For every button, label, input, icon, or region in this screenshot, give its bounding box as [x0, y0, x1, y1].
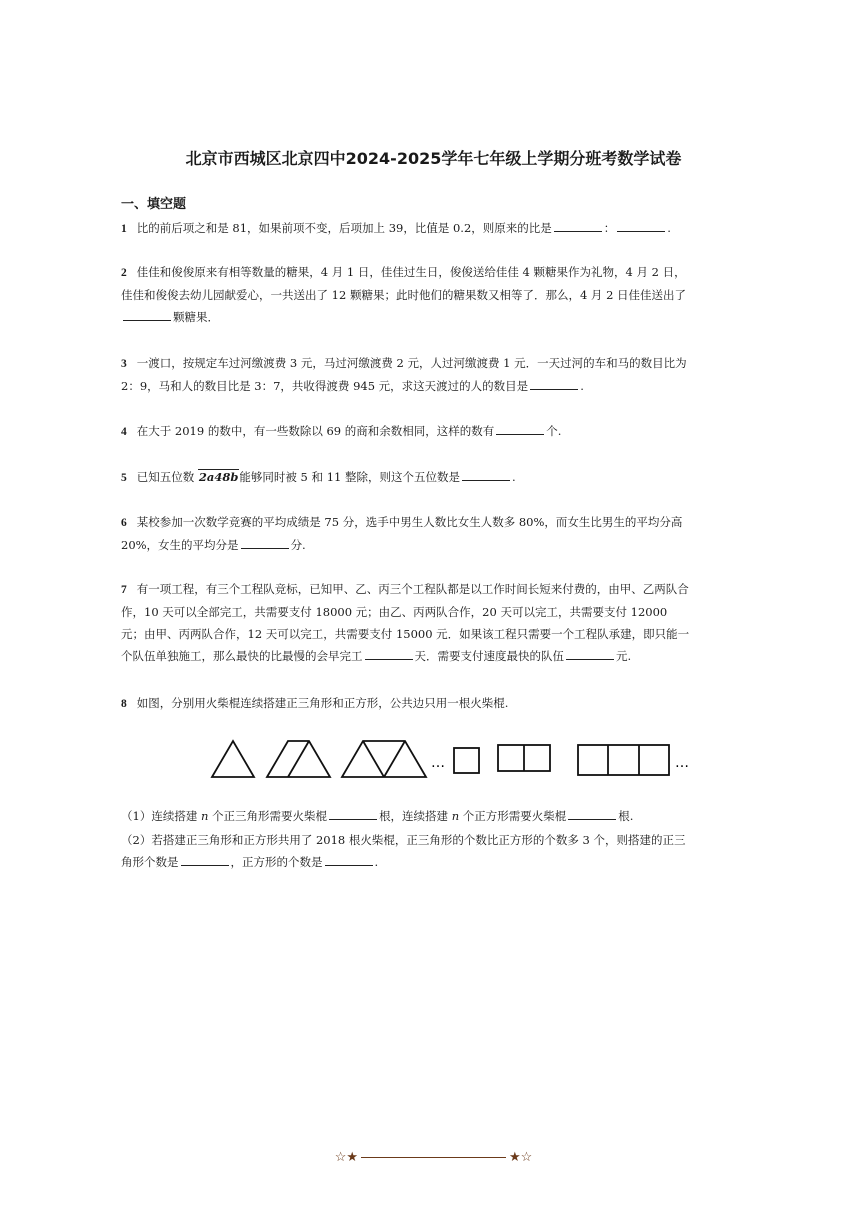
question-number: 6	[121, 517, 127, 529]
part-text: .	[374, 855, 379, 869]
question-number: 3	[121, 358, 127, 370]
overlined-number: 2a48b	[198, 470, 239, 484]
question-number: 4	[121, 426, 127, 438]
question-text: 已知五位数	[136, 470, 195, 484]
question-4	[121, 420, 693, 443]
period-text: .	[580, 379, 584, 393]
page-title: 北京市西城区北京四中2024-2025学年七年级上学期分班考数学试卷	[185, 149, 682, 168]
question-8	[121, 692, 693, 715]
star-icon: ☆★	[334, 1150, 358, 1165]
answer-blank[interactable]	[496, 423, 544, 435]
part-text: 根，连续搭建	[379, 809, 449, 823]
triangles-3-inner-1	[363, 741, 384, 777]
footer-divider	[361, 1157, 506, 1158]
question-number: 2	[121, 267, 127, 279]
part-text: 个正方形需要火柴棍	[462, 809, 567, 823]
question-8-part-1	[121, 805, 693, 827]
colon-text: ：	[603, 221, 616, 235]
part-text: （2）若搭建正三角形和正方形共用了 2018 根火柴棍，正三角形的个数比正方形的个数多 3 个，则搭建的正三角形个数是	[121, 833, 686, 869]
question-text-mid: 能够同时被 5 和 11 整除，则这个五位数是	[239, 470, 460, 484]
square-1	[454, 748, 479, 773]
question-8-part-2	[121, 829, 693, 873]
question-text-tail: 分.	[290, 538, 306, 552]
answer-blank[interactable]	[462, 469, 510, 481]
question-text: 佳佳和俊俊原来有相等数量的糖果，4 月 1 日，佳佳过生日，俊俊送给佳佳 4 颗糖果作为礼物，4 月 2 日，佳佳和俊俊去幼儿园献爱心，一共送出了 12 颗糖果；此时他们的糖果数又相等了．那么，4 月 2 日佳佳送出了	[121, 265, 687, 302]
part-text: 个正三角形需要火柴棍	[212, 809, 328, 823]
page-footer	[0, 1150, 867, 1165]
ellipsis-2: …	[675, 755, 689, 771]
answer-blank[interactable]	[617, 220, 665, 232]
variable-n: n	[451, 809, 460, 823]
squares-3	[578, 745, 669, 775]
question-text: 一渡口，按规定车过河缴渡费 3 元，马过河缴渡费 2 元，人过河缴渡费 1 元．一天过河的车和马的数目比为 2：9，马和人的数目比是 3：7，共收得渡费 945 元，求这天渡过的人的数目是	[121, 356, 687, 393]
question-text: 比的前后项之和是 81，如果前项不变，后项加上 39，比值是 0.2，则原来的比是	[136, 221, 552, 235]
question-6	[121, 511, 693, 556]
question-5	[121, 466, 693, 489]
question-text-mid: 天．需要支付速度最快的队伍	[414, 649, 564, 663]
answer-blank[interactable]	[241, 537, 289, 549]
question-text-tail: 颗糖果．	[173, 310, 219, 324]
question-number: 8	[121, 698, 127, 710]
ellipsis-1: …	[431, 755, 445, 771]
period-text: .	[667, 221, 671, 235]
answer-blank[interactable]	[123, 309, 171, 321]
variable-n: n	[200, 809, 209, 823]
question-2	[121, 261, 693, 328]
part-text: 根.	[618, 809, 634, 823]
triangle-1	[212, 741, 254, 777]
question-number: 7	[121, 584, 127, 596]
question-text: 如图，分别用火柴棍连续搭建正三角形和正方形，公共边只用一根火柴棍.	[136, 696, 509, 710]
question-text-tail: 元.	[616, 649, 632, 663]
question-number: 1	[121, 223, 127, 235]
answer-blank[interactable]	[365, 648, 413, 660]
answer-blank[interactable]	[181, 854, 229, 866]
triangles-3	[342, 741, 426, 777]
question-text: 有一项工程，有三个工程队竞标，已知甲、乙、丙三个工程队都是以工作时间长短来付费的，由甲、乙两队合作，10 天可以全部完工，共需要支付 18000 元；由乙、丙两队合作，20 天可以完工，共需要支付 12000 元；由甲、丙两队合作，12 天可以完工，共需要支付 15000 元．如果该工程只需要一个工程队承建，即只能一个队伍单独施工，那么最快的比最慢的会早完工	[121, 582, 690, 663]
answer-blank[interactable]	[329, 808, 377, 820]
answer-blank[interactable]	[554, 220, 602, 232]
matchstick-figure	[205, 735, 700, 785]
answer-blank[interactable]	[566, 648, 614, 660]
section-heading: 一、填空题	[121, 197, 187, 212]
question-number: 5	[121, 472, 127, 484]
period-text: .	[511, 470, 516, 484]
answer-blank[interactable]	[325, 854, 373, 866]
triangles-3-inner-2	[384, 741, 405, 777]
question-3	[121, 352, 693, 397]
question-text: 某校参加一次数学竞赛的平均成绩是 75 分，选手中男生人数比女生人数多 80%，而女生比男生的平均分高 20%，女生的平均分是	[121, 515, 683, 552]
question-text-tail: 个.	[546, 424, 562, 438]
part-text: ，正方形的个数是	[230, 855, 323, 869]
star-icon: ★☆	[509, 1150, 533, 1165]
question-7	[121, 578, 693, 667]
answer-blank[interactable]	[530, 378, 578, 390]
answer-blank[interactable]	[568, 808, 616, 820]
question-1	[121, 217, 693, 240]
triangles-2-inner	[288, 741, 309, 777]
question-text: 在大于 2019 的数中，有一些数除以 69 的商和余数相同，这样的数有	[136, 424, 495, 438]
part-text: （1）连续搭建	[121, 809, 198, 823]
